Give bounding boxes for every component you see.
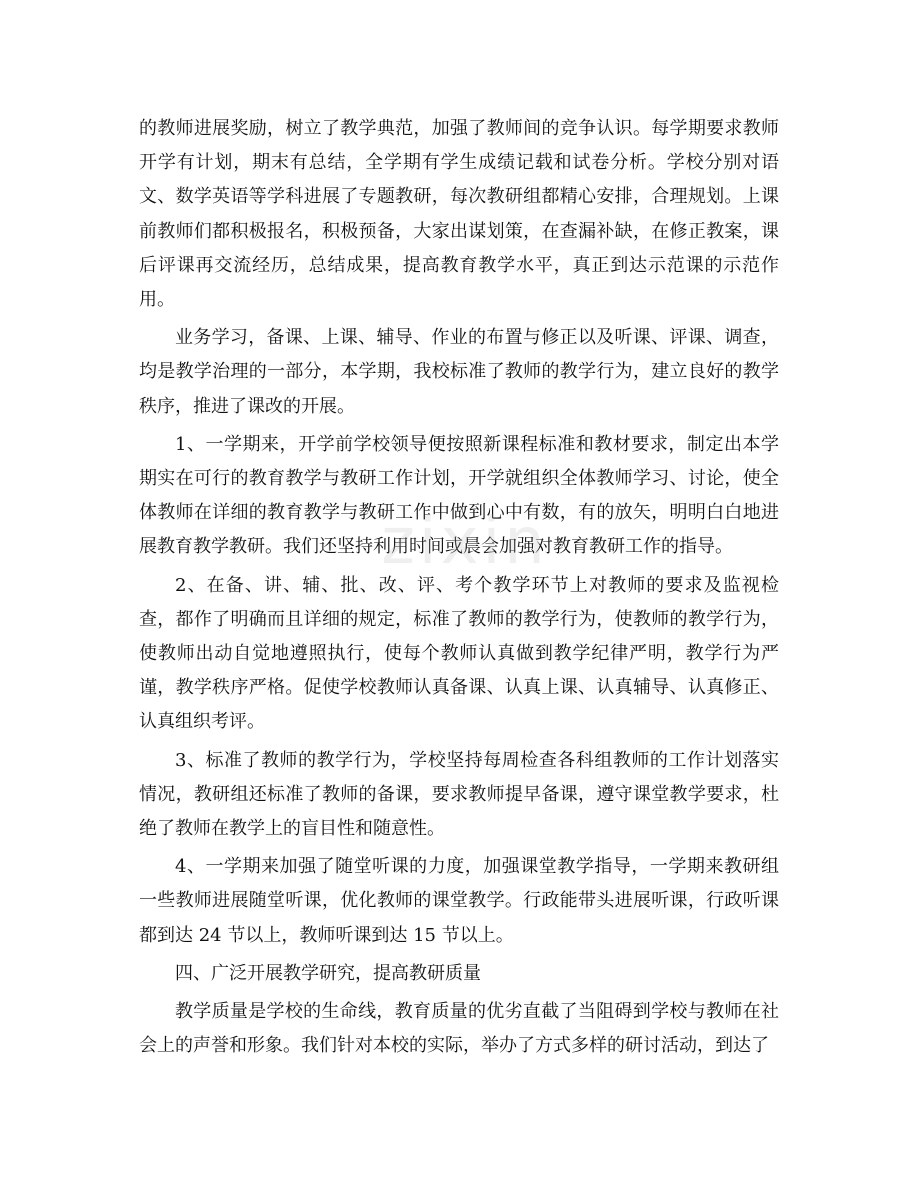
paragraph-4: 2、在备、讲、辅、批、改、评、考个教学环节上对教师的要求及监视检查，都作了明确而且详细的规定，标准了教师的教学行为，使教师的教学行为，使教师出动自觉地遵照执行，使每个教师认真做到教学纪律严明，教学行为严谨，教学秩序严格。促使学校教师认真备课、认真上课、认真辅导、认真修正、认真组织考评。 bbox=[139, 574, 779, 733]
paragraph-8: 教学质量是学校的生命线，教育质量的优劣直截了当阻碍到学校与教师在社会上的声誉和形象。我们针对本校的实际，举办了方式多样的研讨活动，到达了 bbox=[139, 1001, 779, 1057]
paragraph-2: 业务学习，备课、上课、辅导、作业的布置与修正以及听课、评课、调查，均是教学治理的一部分，本学期，我校标准了教师的教学行为，建立良好的教学秩序，推进了课改的开展。 bbox=[139, 327, 779, 417]
watermark-text: zixin bbox=[381, 505, 549, 579]
section-heading: 四、广泛开展教学研究，提高教研质量 bbox=[175, 962, 481, 984]
document-body bbox=[139, 112, 779, 1067]
paragraph-3: 1、一学期来，开学前学校领导便按照新课程标准和教材要求，制定出本学期实在可行的教育教学与教研工作计划，开学就组织全体教师学习、讨论，使全体教师在详细的教育教学与教研工作中做到心中有数，有的放矢，明明白白地进展教育教学教研。我们还坚持利用时间或晨会加强对教育教研工作的指导。 bbox=[139, 433, 779, 558]
paragraph-1: 的教师进展奖励，树立了教学典范，加强了教师间的竞争认识。每学期要求教师开学有计划，期末有总结，全学期有学生成绩记载和试卷分析。学校分别对语文、数学英语等学科进展了专题教研，每次教研组都精心安排，合理规划。上课前教师们都积极报名，积极预备，大家出谋划策，在查漏补缺，在修正教案，课后评课再交流经历，总结成果，提高教育教学水平，真正到达示范课的示范作用。 bbox=[139, 118, 779, 311]
paragraph-5: 3、标准了教师的教学行为，学校坚持每周检查各科组教师的工作计划落实情况，教研组还标准了教师的备课，要求教师提早备课，遵守课堂教学要求，杜绝了教师在教学上的盲目性和随意性。 bbox=[139, 749, 779, 840]
paragraph-6: 4、一学期来加强了随堂听课的力度，加强课堂教学指导，一学期来教研组一些教师进展随堂听课，优化教师的课堂教学。行政能带头进展听课，行政听课都到达 24 节以上，教师听课到达 15 节以上。 bbox=[139, 856, 779, 946]
